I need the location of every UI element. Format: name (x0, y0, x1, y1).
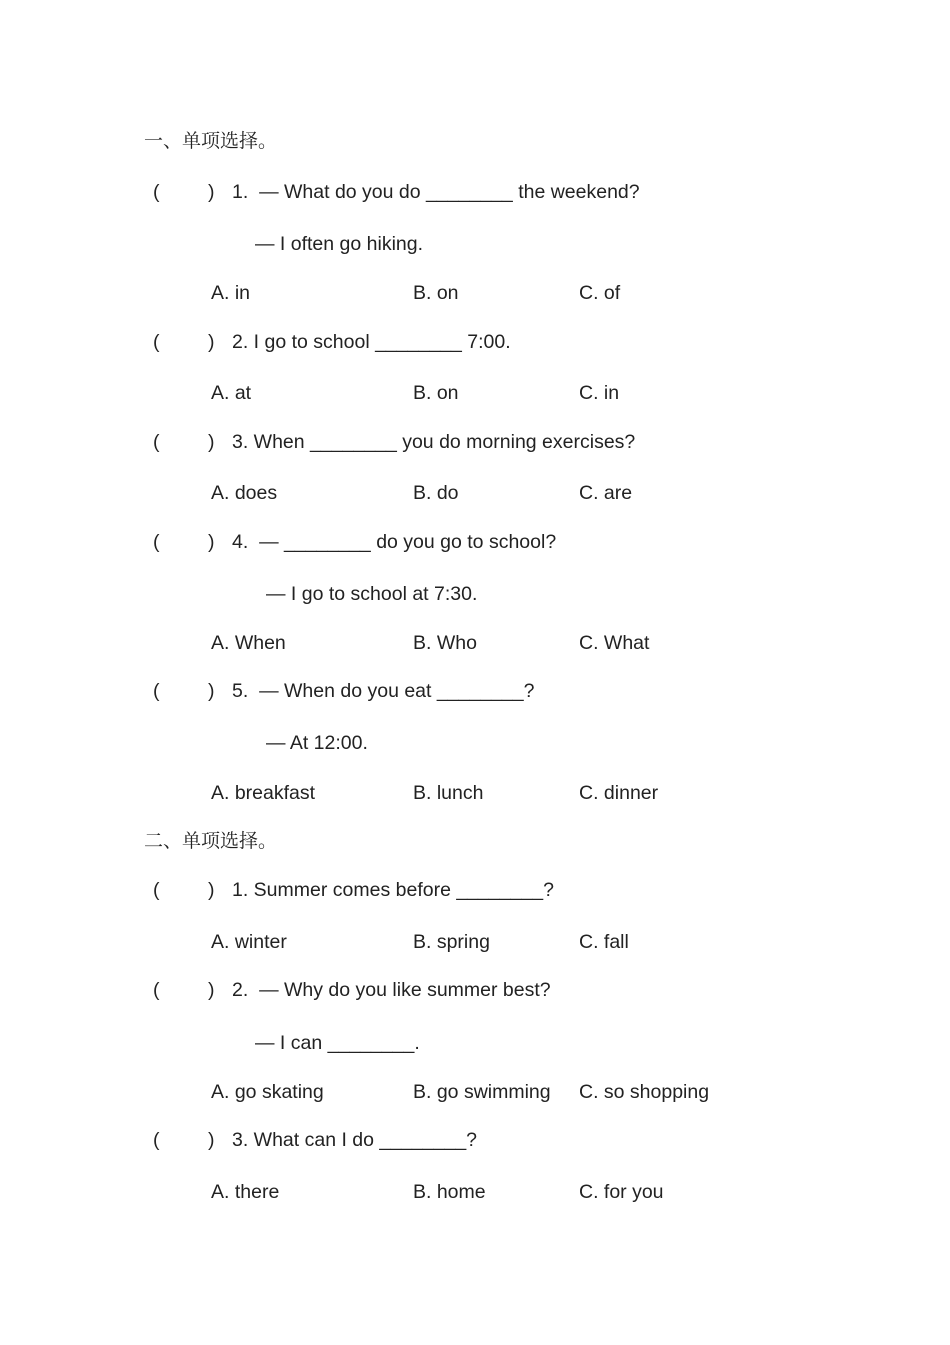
question-text: 1. Summer comes before ________? (232, 879, 554, 901)
option-b: B. lunch (413, 782, 484, 804)
section2-title: 二、单项选择。 (144, 830, 278, 852)
option-a: A. at (211, 382, 252, 404)
answer-paren-close: ) (208, 431, 215, 453)
option-c: C. so shopping (579, 1081, 710, 1103)
option-c: C. for you (579, 1181, 664, 1203)
option-c: C. dinner (579, 782, 659, 804)
option-c: C. What (579, 632, 650, 654)
question-text: 4. — ________ do you go to school? (232, 531, 557, 553)
question-text: 3. What can I do ________? (232, 1129, 478, 1151)
answer-paren-open: ( (153, 431, 160, 453)
option-b: B. on (413, 282, 459, 304)
answer-text: — I go to school at 7:30. (266, 583, 478, 605)
option-b: B. Who (413, 632, 477, 654)
option-b: B. home (413, 1181, 486, 1203)
option-c: C. are (579, 482, 633, 504)
answer-paren-open: ( (153, 979, 160, 1001)
question-text: 2. I go to school ________ 7:00. (232, 331, 511, 353)
section1-title: 一、单项选择。 (144, 130, 278, 152)
answer-text: — I can ________. (255, 1032, 420, 1054)
answer-paren-open: ( (153, 1129, 160, 1151)
answer-paren-open: ( (153, 879, 160, 901)
option-b: B. on (413, 382, 459, 404)
answer-paren-close: ) (208, 531, 215, 553)
option-b: B. go swimming (413, 1081, 551, 1103)
answer-paren-open: ( (153, 531, 160, 553)
answer-paren-close: ) (208, 181, 215, 203)
option-b: B. do (413, 482, 459, 504)
question-text: 1. — What do you do ________ the weekend? (232, 181, 640, 203)
option-a: A. winter (211, 931, 287, 953)
option-a: A. When (211, 632, 286, 654)
answer-paren-open: ( (153, 181, 160, 203)
option-c: C. of (579, 282, 621, 304)
option-a: A. there (211, 1181, 280, 1203)
answer-paren-open: ( (153, 331, 160, 353)
option-a: A. go skating (211, 1081, 324, 1103)
answer-paren-close: ) (208, 879, 215, 901)
answer-paren-close: ) (208, 979, 215, 1001)
question-text: 5. — When do you eat ________? (232, 680, 535, 702)
option-a: A. does (211, 482, 278, 504)
option-b: B. spring (413, 931, 490, 953)
answer-text: — I often go hiking. (255, 233, 424, 255)
answer-paren-close: ) (208, 680, 215, 702)
option-c: C. in (579, 382, 620, 404)
question-text: 2. — Why do you like summer best? (232, 979, 551, 1001)
answer-paren-close: ) (208, 1129, 215, 1151)
option-a: A. breakfast (211, 782, 316, 804)
answer-paren-open: ( (153, 680, 160, 702)
question-text: 3. When ________ you do morning exercises? (232, 431, 636, 453)
answer-text: — At 12:00. (266, 732, 368, 754)
option-a: A. in (211, 282, 251, 304)
option-c: C. fall (579, 931, 629, 953)
answer-paren-close: ) (208, 331, 215, 353)
